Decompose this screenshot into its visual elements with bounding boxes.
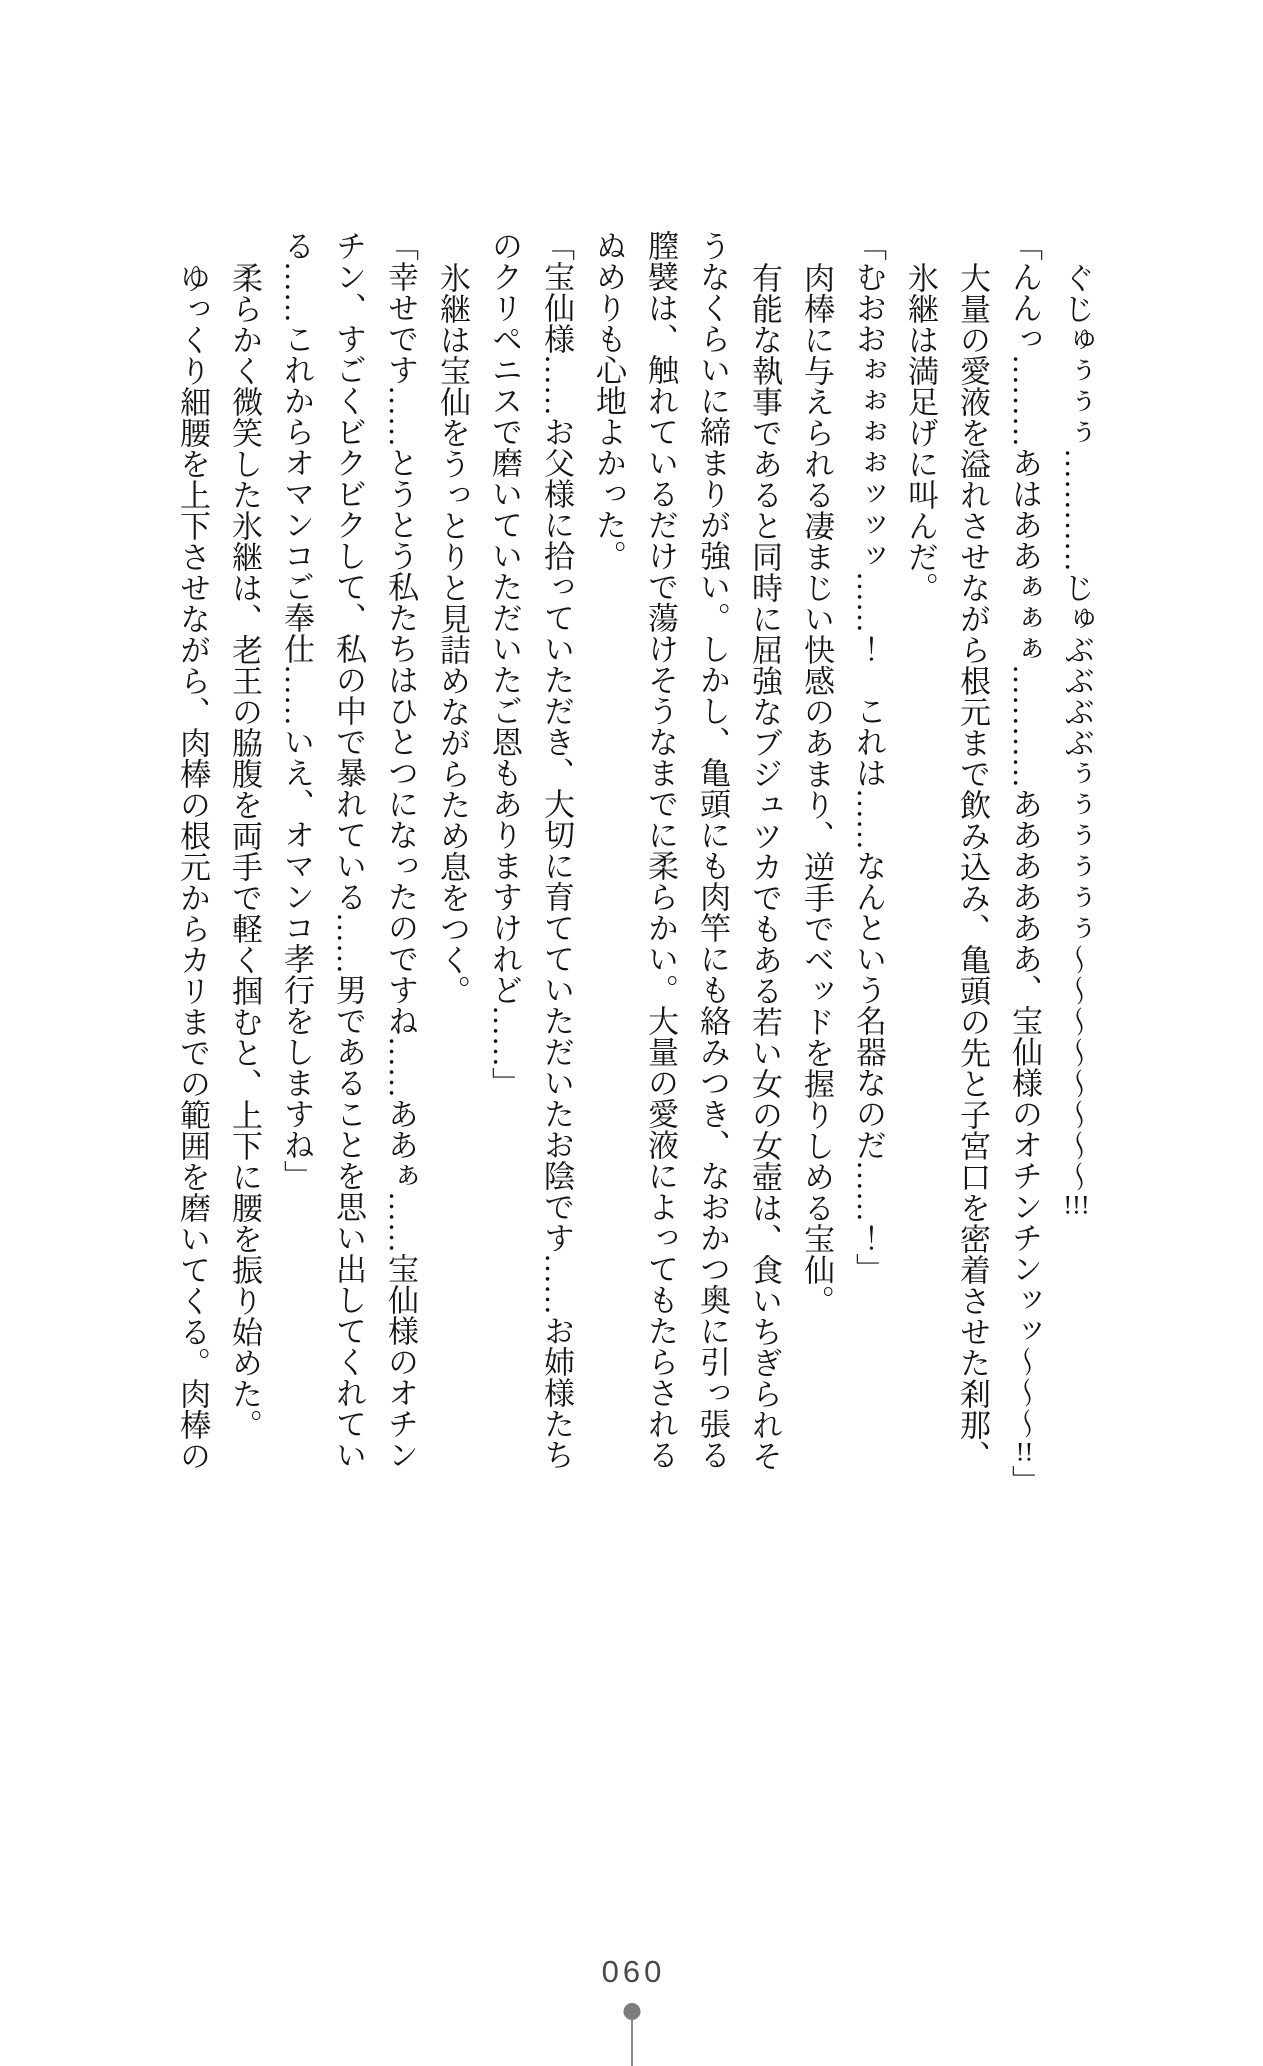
text-column: 柔らかく微笑した氷継は、老王の脇腹を両手で軽く掴むと、上下に腰を振り始めた。 (227, 262, 262, 1440)
text-column: 「むおおぉぉぉぉッッッ……！ これは……なんという名器なのだ……！」 (851, 230, 886, 1284)
exclamation-cluster: !! (1015, 1439, 1034, 1466)
exclamation-cluster: !!! (1063, 1192, 1090, 1219)
text-column: 氷継は宝仙をうっとりと見詰めながらため息をつく。 (435, 262, 470, 1006)
text-column: 肉棒に与えられる凄まじい快感のあまり、逆手でベッドを握りしめる宝仙。 (799, 262, 834, 1316)
text-column: 氷継は満足げに叫んだ。 (903, 262, 938, 603)
text-column: 膣襞は、触れているだけで蕩けそうなまでに柔らかい。大量の愛液によってもたらされる (643, 230, 678, 1470)
text-column: 「んんっ………あはああぁぁぁ…………ああああああ、宝仙様のオチンチンッッ～～～!!」 (1007, 230, 1042, 1497)
text-column: 「宝仙様……お父様に拾っていただき、大切に育てていただいたお陰です……お姉様たち (539, 230, 574, 1470)
text-column: 有能な執事であると同時に屈強なブジュツカでもある若い女の女壺は、食いちぎられそ (747, 262, 782, 1471)
text-column: うなくらいに締まりが強い。しかし、亀頭にも肉竿にも絡みつき、なおかつ奥に引っ張る (695, 230, 730, 1470)
text-columns (166, 230, 1102, 1497)
text-column: 「幸せです……とうとう私たちはひとつになったのですね……ああぁ……宝仙様のオチン (383, 230, 418, 1470)
text-column: ぬめりも心地よかった。 (591, 230, 626, 571)
text-column: ぐじゅぅぅぅ…………じゅぶぶぶぶぅぅぅぅぅぅ～～～～～～～～!!! (1059, 262, 1094, 1219)
text-column: 大量の愛液を溢れさせながら根元まで飲み込み、亀頭の先と子宮口を密着させた刹那、 (955, 262, 990, 1471)
text-column: のクリペニスで磨いていただいたご恩もありますけれど……」 (487, 230, 522, 1098)
text-column: チン、すごくビクビクして、私の中で暴れている……男であることを思い出してくれてい (331, 230, 366, 1470)
footer-dot-ornament (623, 2003, 640, 2020)
text-column: ゆっくり細腰を上下させながら、肉棒の根元からカリまでの範囲を磨いてくる。肉棒の (175, 262, 210, 1471)
page-number: 060 (601, 1954, 666, 1989)
text-column: る……これからオマンコご奉仕……いえ、オマンコ孝行をしますね」 (279, 230, 314, 1191)
